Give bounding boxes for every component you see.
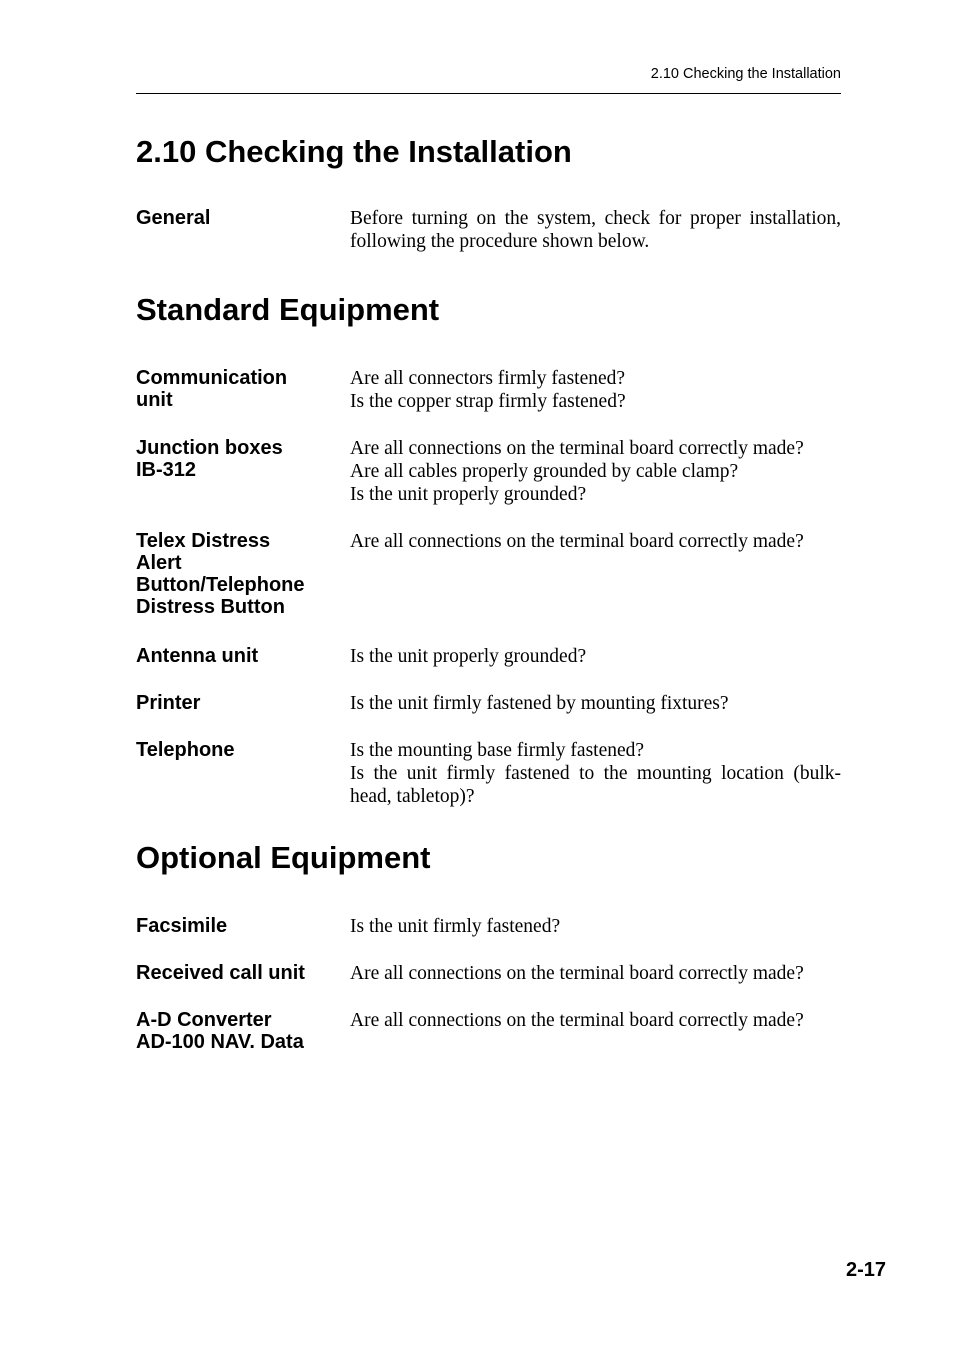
item-text xyxy=(350,739,841,808)
item-text xyxy=(350,692,841,715)
item-text xyxy=(350,530,841,553)
general-text xyxy=(350,207,841,253)
item-line: Are all connections on the terminal board correctly made? xyxy=(350,1010,804,1031)
checklist-row-communication-unit xyxy=(136,367,841,413)
item-line: Are all connections on the terminal board correctly made? xyxy=(350,531,804,552)
item-line: Is the mounting base firmly fastened? xyxy=(350,740,645,761)
checklist-row-telex-distress xyxy=(136,530,841,618)
item-label: Facsimile xyxy=(136,915,228,937)
item-text xyxy=(350,1009,841,1032)
checklist-row-ad-converter xyxy=(136,1009,841,1053)
item-text xyxy=(350,645,841,668)
item-label: Antenna unit xyxy=(136,645,259,667)
item-line: Are all connectors firmly fastened? xyxy=(350,368,626,389)
checklist-row-telephone xyxy=(136,739,841,808)
item-label: Telephone xyxy=(136,739,235,761)
item-line: Is the unit properly grounded? xyxy=(350,484,587,505)
item-line: Are all connections on the terminal board correctly made? xyxy=(350,963,804,984)
running-header: 2.10 Checking the Installation xyxy=(650,66,841,82)
item-line: Is the unit properly grounded? xyxy=(350,646,587,667)
item-text xyxy=(350,437,841,506)
general-line: Before turning on the system, check for proper installation, following the procedure shown below. xyxy=(350,208,841,252)
item-line: Is the copper strap firmly fastened? xyxy=(350,391,626,412)
item-line: Is the unit firmly fastened to the mounting location (bulk-head, tabletop)? xyxy=(350,763,841,807)
item-line: Is the unit firmly fastened? xyxy=(350,916,561,937)
item-line: Are all cables properly grounded by cable clamp? xyxy=(350,461,739,482)
item-line: Are all connections on the terminal board correctly made? xyxy=(350,438,804,459)
checklist-row-received-call-unit xyxy=(136,962,841,985)
item-text xyxy=(350,962,841,985)
item-text xyxy=(350,915,841,938)
item-label: A-D Converter AD-100 NAV. Data xyxy=(136,1009,304,1053)
checklist-row-junction-boxes xyxy=(136,437,841,506)
page-number: 2-17 xyxy=(845,1259,886,1281)
general-row xyxy=(136,207,841,253)
item-label: Received call unit xyxy=(136,962,305,984)
optional-equipment-heading: Optional Equipment xyxy=(136,840,431,875)
page-content xyxy=(136,132,841,1053)
item-label: Communication unit xyxy=(136,367,288,411)
checklist-row-antenna-unit xyxy=(136,645,841,668)
checklist-row-printer xyxy=(136,692,841,715)
item-label: Printer xyxy=(136,692,201,714)
checklist-row-facsimile xyxy=(136,915,841,938)
item-line: Is the unit firmly fastened by mounting fixtures? xyxy=(350,693,729,714)
header-rule xyxy=(136,93,841,94)
standard-equipment-heading: Standard Equipment xyxy=(136,292,440,327)
item-label: Telex Distress Alert Button/Telephone Distress Button xyxy=(136,530,305,618)
page-title: 2.10 Checking the Installation xyxy=(136,134,572,169)
item-text xyxy=(350,367,841,413)
item-label: Junction boxes IB-312 xyxy=(136,437,283,481)
general-label: General xyxy=(136,207,211,229)
